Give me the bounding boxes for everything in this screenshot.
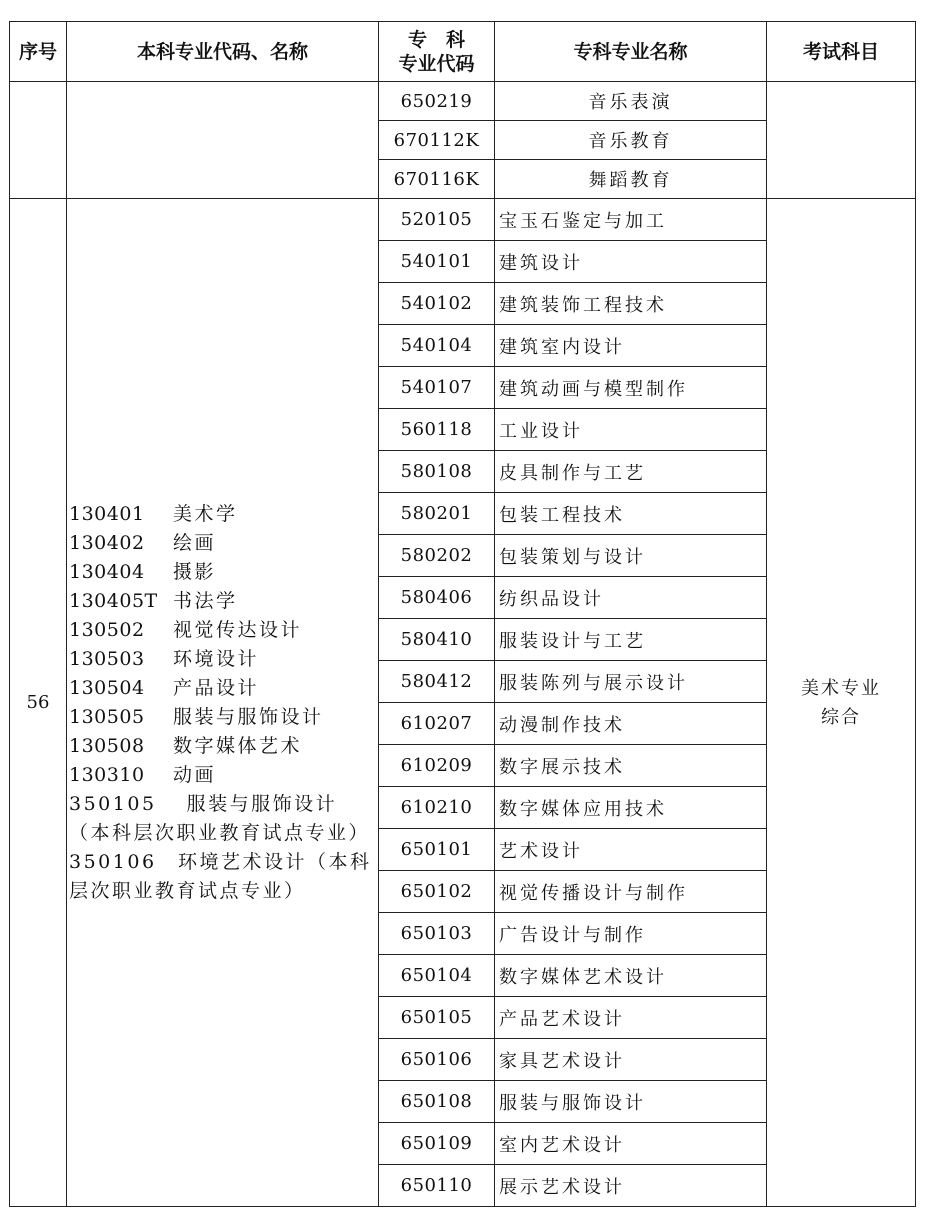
bk-code: 130502 xyxy=(69,618,145,641)
bk-code: 130508 xyxy=(69,734,145,757)
zk-code: 650105 xyxy=(379,997,495,1039)
zk-name: 数字媒体艺术设计 xyxy=(495,955,767,997)
bk-item-long: 350106 环境艺术设计（本科层次职业教育试点专业） xyxy=(69,850,372,902)
bk-name: 书法学 xyxy=(173,589,238,612)
zk-name: 广告设计与制作 xyxy=(495,913,767,955)
header-bk: 本科专业代码、名称 xyxy=(67,22,379,82)
bk-item xyxy=(69,529,376,558)
table-row xyxy=(10,82,916,121)
bk-code: 130505 xyxy=(69,705,145,728)
zk-name: 皮具制作与工艺 xyxy=(495,451,767,493)
zk-name: 服装与服饰设计 xyxy=(495,1081,767,1123)
zk-code: 650104 xyxy=(379,955,495,997)
bk-item xyxy=(69,558,376,587)
seq-56: 56 xyxy=(10,199,67,1207)
zk-code: 540104 xyxy=(379,325,495,367)
zk-code: 580412 xyxy=(379,661,495,703)
bk-code: 130504 xyxy=(69,676,145,699)
bk-name: 摄影 xyxy=(173,560,217,583)
zk-name: 家具艺术设计 xyxy=(495,1039,767,1081)
header-zk-code-line1: 专 科 xyxy=(407,28,465,51)
prev-bk-cell xyxy=(67,82,379,199)
bk-code: 130402 xyxy=(69,531,145,554)
bk-name: 产品设计 xyxy=(173,676,260,699)
zk-code: 650219 xyxy=(379,82,495,121)
bk-item xyxy=(69,732,376,761)
zk-code: 540102 xyxy=(379,283,495,325)
zk-name: 工业设计 xyxy=(495,409,767,451)
zk-name: 数字媒体应用技术 xyxy=(495,787,767,829)
zk-code: 540101 xyxy=(379,241,495,283)
bk-item xyxy=(69,761,376,790)
header-seq: 序号 xyxy=(10,22,67,82)
zk-code: 650110 xyxy=(379,1165,495,1207)
zk-name: 服装设计与工艺 xyxy=(495,619,767,661)
bk-code: 130405T xyxy=(69,589,158,612)
bk-item xyxy=(69,674,376,703)
zk-name: 包装策划与设计 xyxy=(495,535,767,577)
zk-code: 650103 xyxy=(379,913,495,955)
zk-name: 建筑设计 xyxy=(495,241,767,283)
zk-code: 650101 xyxy=(379,829,495,871)
zk-name: 展示艺术设计 xyxy=(495,1165,767,1207)
bk-item xyxy=(69,645,376,674)
prev-exam-cell xyxy=(767,82,916,199)
zk-code: 610209 xyxy=(379,745,495,787)
prev-seq-cell xyxy=(10,82,67,199)
zk-name: 室内艺术设计 xyxy=(495,1123,767,1165)
zk-name: 视觉传播设计与制作 xyxy=(495,871,767,913)
header-exam: 考试科目 xyxy=(767,22,916,82)
header-zk-name: 专科专业名称 xyxy=(495,22,767,82)
bk-item xyxy=(69,616,376,645)
header-row xyxy=(10,22,916,82)
header-zk-code-line2: 专业代码 xyxy=(398,52,475,75)
zk-code: 580406 xyxy=(379,577,495,619)
zk-name: 建筑室内设计 xyxy=(495,325,767,367)
zk-code: 560118 xyxy=(379,409,495,451)
zk-name: 纺织品设计 xyxy=(495,577,767,619)
bk-name: 动画 xyxy=(173,763,217,786)
zk-code: 670116K xyxy=(379,160,495,199)
bk-name: 绘画 xyxy=(173,531,217,554)
zk-name: 艺术设计 xyxy=(495,829,767,871)
zk-code: 580108 xyxy=(379,451,495,493)
exam-cell xyxy=(767,199,916,1207)
zk-name: 数字展示技术 xyxy=(495,745,767,787)
zk-name: 服装陈列与展示设计 xyxy=(495,661,767,703)
bk-name: 视觉传达设计 xyxy=(173,618,303,641)
zk-code: 670112K xyxy=(379,121,495,160)
zk-name: 宝玉石鉴定与加工 xyxy=(495,199,767,241)
zk-code: 520105 xyxy=(379,199,495,241)
zk-code: 610210 xyxy=(379,787,495,829)
zk-name: 音乐教育 xyxy=(495,121,767,160)
zk-code: 650109 xyxy=(379,1123,495,1165)
bk-name: 数字媒体艺术 xyxy=(173,734,303,757)
zk-code: 650102 xyxy=(379,871,495,913)
zk-code: 610207 xyxy=(379,703,495,745)
zk-code: 650106 xyxy=(379,1039,495,1081)
bk-code: 130310 xyxy=(69,763,145,786)
table-row xyxy=(10,199,916,241)
bk-name: 美术学 xyxy=(173,502,238,525)
zk-name: 舞蹈教育 xyxy=(495,160,767,199)
bk-item xyxy=(69,587,376,616)
zk-name: 包装工程技术 xyxy=(495,493,767,535)
bk-code: 130401 xyxy=(69,502,145,525)
zk-code: 540107 xyxy=(379,367,495,409)
zk-code: 580202 xyxy=(379,535,495,577)
zk-code: 580201 xyxy=(379,493,495,535)
exam-line1: 美术专业 xyxy=(801,677,881,699)
zk-name: 建筑动画与模型制作 xyxy=(495,367,767,409)
header-zk-code xyxy=(379,22,495,82)
bk-item-long: 350105 服装与服饰设计（本科层次职业教育试点专业） xyxy=(69,792,371,844)
bk-name: 服装与服饰设计 xyxy=(173,705,324,728)
zk-name: 建筑装饰工程技术 xyxy=(495,283,767,325)
zk-code: 580410 xyxy=(379,619,495,661)
exam-line2: 综合 xyxy=(821,706,861,728)
zk-name: 产品艺术设计 xyxy=(495,997,767,1039)
zk-code: 650108 xyxy=(379,1081,495,1123)
bk-code: 130503 xyxy=(69,647,145,670)
major-table xyxy=(9,21,916,1207)
bk-name: 环境设计 xyxy=(173,647,260,670)
zk-name: 动漫制作技术 xyxy=(495,703,767,745)
bk-item xyxy=(69,703,376,732)
zk-name: 音乐表演 xyxy=(495,82,767,121)
bk-code: 130404 xyxy=(69,560,145,583)
bk-list-cell xyxy=(67,199,379,1207)
bk-item xyxy=(69,500,376,529)
